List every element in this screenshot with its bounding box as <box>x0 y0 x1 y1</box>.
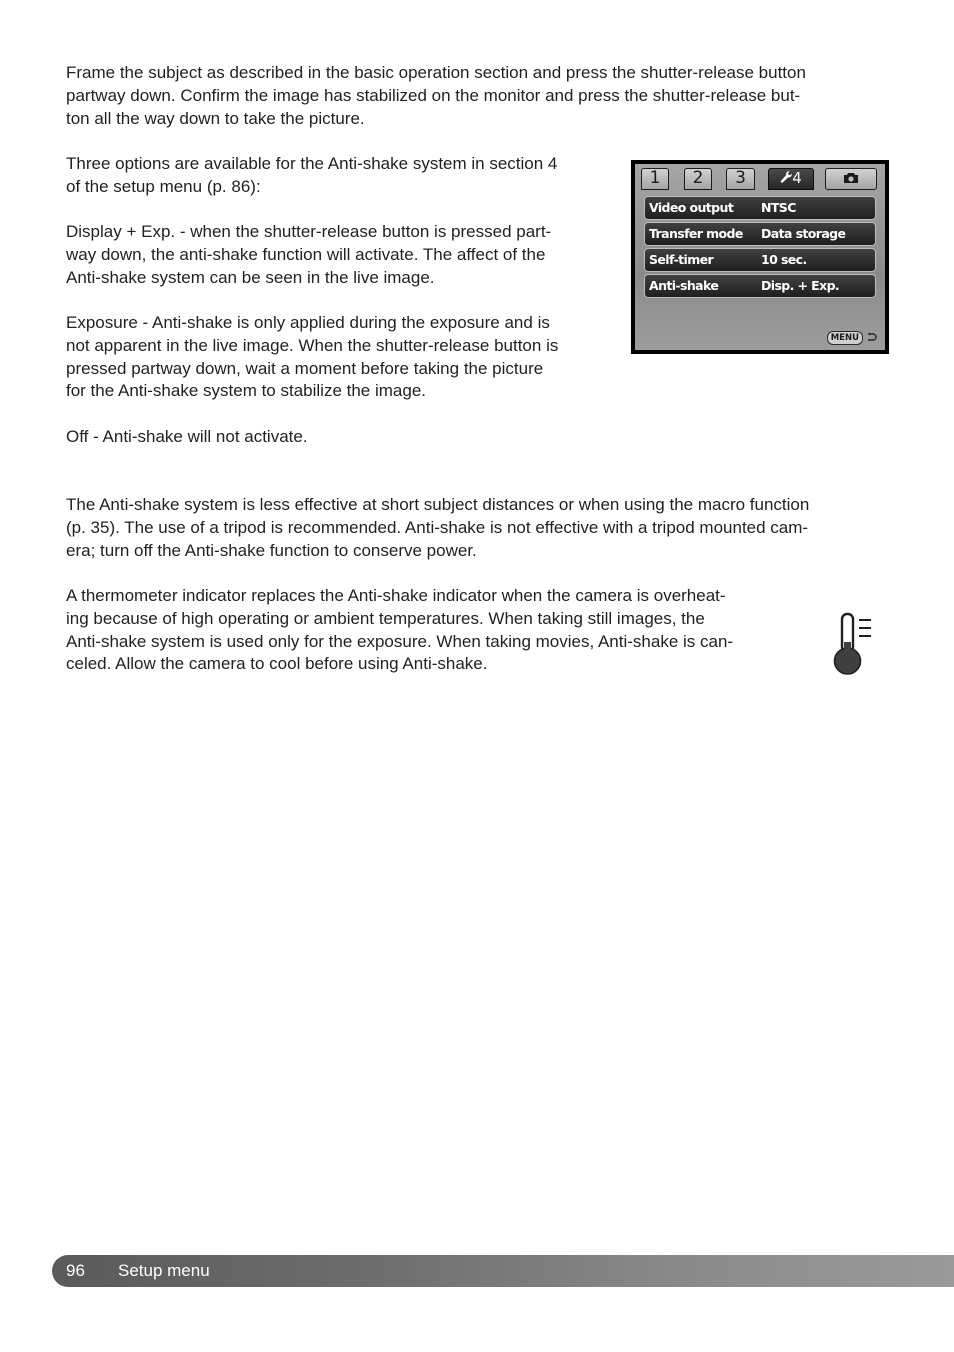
tab-4-setup[interactable]: 4 <box>768 168 814 190</box>
thermometer-paragraph: A thermometer indicator replaces the Anti-shake indicator when the camera is overheat- ing because of high operating or ambient temperatures. When taking still images, the Anti-shake system is used only for the exposure. When taking movies, Anti-shake is can- celed. Allow the camera to cool before using Anti-shake. <box>66 586 734 674</box>
tab-3[interactable]: 3 <box>726 168 755 190</box>
lcd-screen <box>635 164 885 350</box>
menu-return-button[interactable] <box>827 331 877 344</box>
thermometer-icon <box>833 612 873 676</box>
camera-icon <box>843 171 859 184</box>
page-number: 96 <box>66 1261 85 1280</box>
menu-rows <box>644 196 876 300</box>
menu-row-video-output[interactable]: Video output NTSC <box>644 196 876 220</box>
options-intro-paragraph: Three options are available for the Anti-shake system in section 4 of the setup menu (p. 86): <box>66 154 558 196</box>
camera-lcd-menu <box>631 160 889 354</box>
menu-row-anti-shake[interactable]: Anti-shake Disp. + Exp. <box>644 274 876 298</box>
tab-1[interactable]: 1 <box>641 168 669 190</box>
tab-camera[interactable] <box>825 168 877 190</box>
menu-button-label: MENU <box>827 331 863 345</box>
display-exp-paragraph: Display + Exp. - when the shutter-release button is pressed part- way down, the anti-shake function will activate. The affect of the Anti-shake system can be seen in the live image. <box>66 222 552 287</box>
return-arrow-icon <box>866 332 877 343</box>
page-footer <box>52 1255 954 1287</box>
menu-row-self-timer[interactable]: Self-timer 10 sec. <box>644 248 876 272</box>
menu-row-transfer-mode[interactable]: Transfer mode Data storage <box>644 222 876 246</box>
menu-tabs <box>635 164 885 192</box>
exposure-paragraph: Exposure - Anti-shake is only applied during the exposure and is not apparent in the live image. When the shutter-release button is pressed partway down, wait a moment before taking the picture for the Anti-shake system to stabilize the image. <box>66 313 559 401</box>
wrench-icon <box>780 170 792 184</box>
section-title: Setup menu <box>118 1261 210 1280</box>
tab-2[interactable]: 2 <box>684 168 712 190</box>
effectiveness-paragraph: The Anti-shake system is less effective at short subject distances or when using the macro function (p. 35). The use of a tripod is recommended. Anti-shake is not effective with a tripod mounted cam- era; turn off the Anti-shake function to conserve power. <box>66 495 810 560</box>
intro-paragraph: Frame the subject as described in the basic operation section and press the shutter-release button partway down. Confirm the image has stabilized on the monitor and press the shutter-release but- ton all the way down to take the picture. <box>66 63 806 128</box>
off-paragraph: Off - Anti-shake will not activate. <box>66 427 308 446</box>
